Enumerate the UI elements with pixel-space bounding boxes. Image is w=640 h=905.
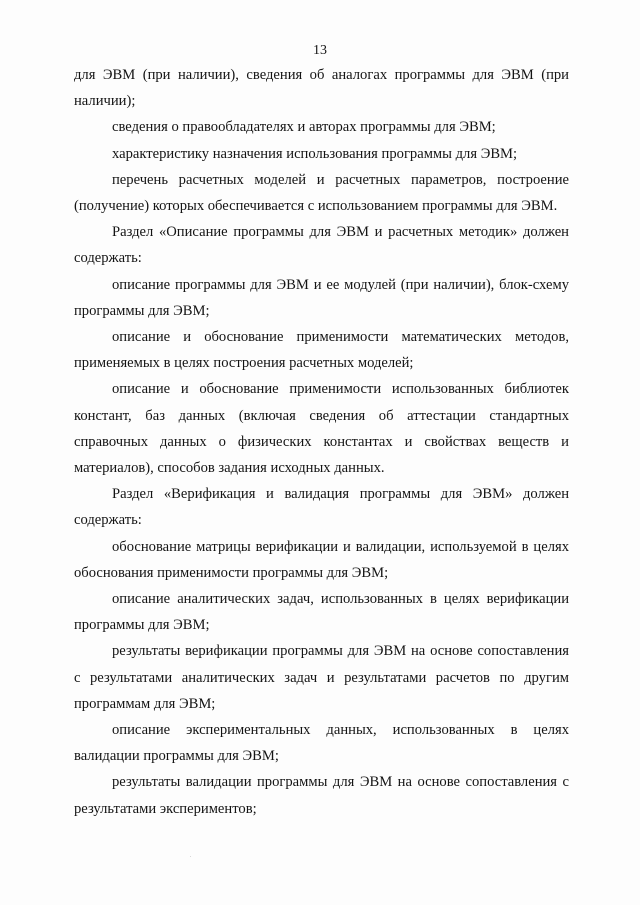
paragraph-2: сведения о правообладателях и авторах программы для ЭВМ; xyxy=(112,119,496,136)
paragraph-8: описание и обоснование применимости использованных библиотек констант, баз данных (включая сведения об аттестации стандартных справочных данных о физических константах и свойствах веществ и материалов), способов задания исходных данных. xyxy=(74,381,569,477)
paragraph-13: описание экспериментальных данных, использованных в целях валидации программы для ЭВМ; xyxy=(74,722,569,765)
scan-artifact xyxy=(190,856,191,857)
paragraph-1: для ЭВМ (при наличии), сведения об аналогах программы для ЭВМ (при наличии); xyxy=(74,67,569,110)
paragraph-10: обоснование матрицы верификации и валидации, используемой в целях обоснования применимости программы для ЭВМ; xyxy=(74,538,569,581)
paragraph-9: Раздел «Верификация и валидация программы для ЭВМ» должен содержать: xyxy=(74,486,569,529)
paragraph-14: результаты валидации программы для ЭВМ на основе сопоставления с результатами экспериментов; xyxy=(74,774,569,817)
paragraph-5: Раздел «Описание программы для ЭВМ и расчетных методик» должен содержать: xyxy=(74,224,569,267)
paragraph-6: описание программы для ЭВМ и ее модулей (при наличии), блок-схему программы для ЭВМ; xyxy=(74,276,569,319)
paragraph-4: перечень расчетных моделей и расчетных параметров, построение (получение) которых обеспечивается с использованием программы для ЭВМ. xyxy=(74,171,569,215)
paragraph-11: описание аналитических задач, использованных в целях верификации программы для ЭВМ; xyxy=(74,591,569,634)
page-number: 13 xyxy=(313,43,327,58)
paragraph-7: описание и обоснование применимости математических методов, применяемых в целях построения расчетных моделей; xyxy=(74,329,569,372)
paragraph-12: результаты верификации программы для ЭВМ на основе сопоставления с результатами аналитических задач и результатами расчетов по другим программам для ЭВМ; xyxy=(74,643,569,712)
paragraph-3: характеристику назначения использования программы для ЭВМ; xyxy=(112,145,518,162)
document-body xyxy=(74,62,569,822)
